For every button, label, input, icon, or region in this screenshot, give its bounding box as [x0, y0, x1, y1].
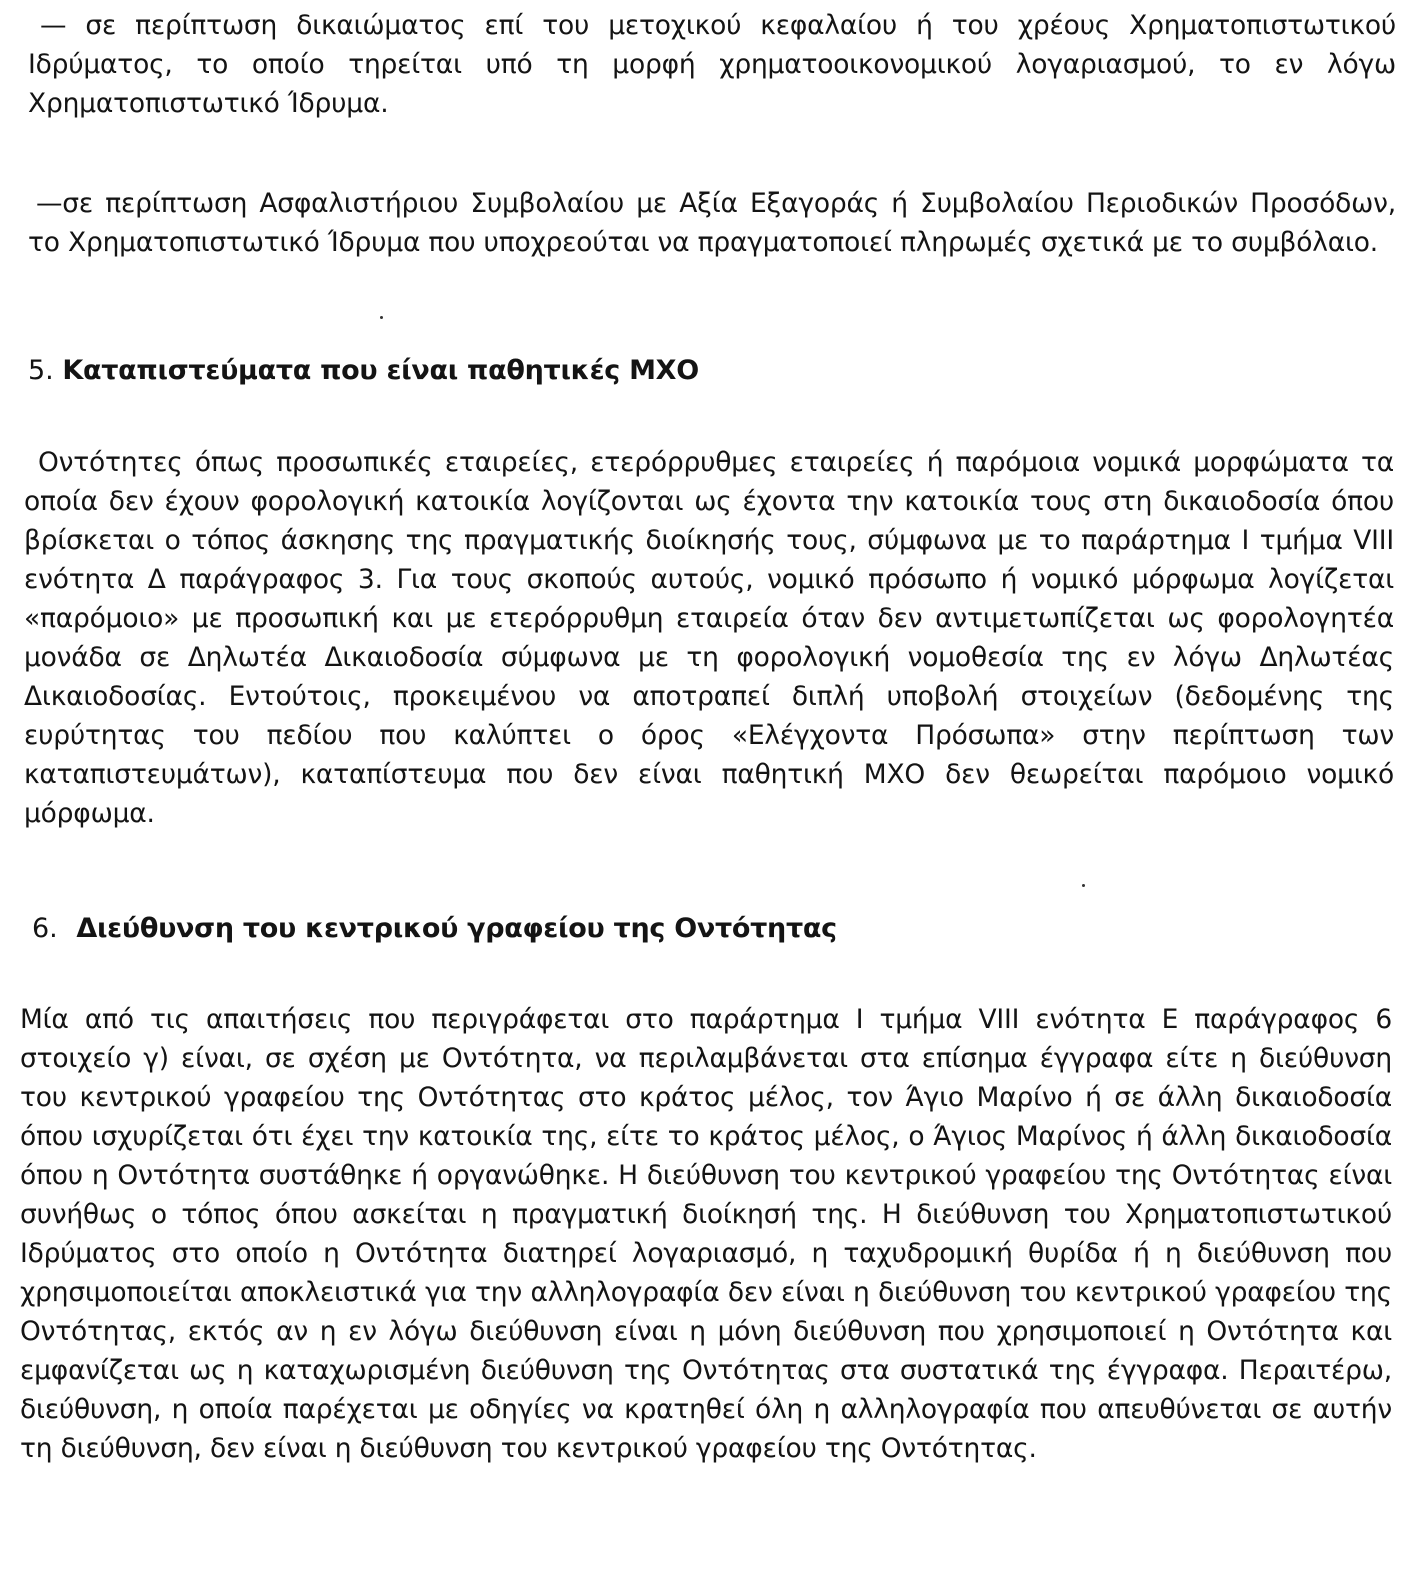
section-number: 5.	[28, 355, 54, 386]
section-heading-5	[28, 352, 699, 390]
paragraph-head-office-address: Μία από τις απαιτήσεις που περιγράφεται στο παράρτημα Ι τμήμα VIII ενότητα Ε παράγραφος 6 στοιχείο γ) είναι, σε σχέση με Οντότητα, να περιλαμβάνεται στα επίσημα έγγραφα είτε η διεύθυνση του κεντρικού γραφείου της Οντότητας στο κράτος μέλος, τον Άγιο Μαρίνο ή σε άλλη δικαιοδοσία όπου ισχυρίζεται ότι έχει την κατοικία της, είτε το κράτος μέλος, ο Άγιος Μαρίνος ή άλλη δικαιοδοσία όπου η Οντότητα συστάθηκε ή οργανώθηκε. Η διεύθυνση του κεντρικού γραφείου της Οντότητας είναι συνήθως ο τόπος όπου ασκείται η πραγματική διοίκησή της. Η διεύθυνση του Χρηματοπιστωτικού Ιδρύματος στο οποίο η Οντότητα διατηρεί λογαριασμό, η ταχυδρομική θυρίδα ή η διεύθυνση που χρησιμοποιείται αποκλειστικά για την αλληλογραφία δεν είναι η διεύθυνση του κεντρικού γραφείου της Οντότητας, εκτός αν η εν λόγω διεύθυνση είναι η μόνη διεύθυνση που χρησιμοποιεί η Οντότητα και εμφανίζεται ως η καταχωρισμένη διεύθυνση της Οντότητας στα συστατικά της έγγραφα. Περαιτέρω, διεύθυνση, η οποία παρέχεται με οδηγίες να κρατηθεί όλη η αλληλογραφία που απευθύνεται σε αυτήν τη διεύθυνση, δεν είναι η διεύθυνση του κεντρικού γραφείου της Οντότητας.	[20, 1004, 1392, 1464]
section-title: Διεύθυνση του κεντρικού γραφείου της Οντότητας	[76, 913, 837, 944]
paragraph-financial-institution-interest: — σε περίπτωση δικαιώματος επί του μετοχικού κεφαλαίου ή του χρέους Χρηματοπιστωτικού Ιδρύματος, το οποίο τηρείται υπό τη μορφή χρηματοοικονομικού λογαριασμού, το εν λόγω Χρηματοπιστωτικό Ίδρυμα.	[28, 10, 1396, 119]
paragraph-insurance-contract: —σε περίπτωση Ασφαλιστήριου Συμβολαίου με Αξία Εξαγοράς ή Συμβολαίου Περιοδικών Προσόδων, το Χρηματοπιστωτικό Ίδρυμα που υποχρεούται να πραγματοποιεί πληρωμές σχετικά με το συμβόλαιο.	[28, 188, 1396, 258]
scan-speck	[380, 316, 383, 319]
scan-speck	[1082, 884, 1085, 887]
paragraph-passive-nfe-trusts: Οντότητες όπως προσωπικές εταιρείες, ετερόρρυθμες εταιρείες ή παρόμοια νομικά μορφώματα τα οποία δεν έχουν φορολογική κατοικία λογίζονται ως έχοντα την κατοικία τους στη δικαιοδοσία όπου βρίσκεται ο τόπος άσκησης της πραγματικής διοίκησής τους, σύμφωνα με το παράρτημα Ι τμήμα VIII ενότητα Δ παράγραφος 3. Για τους σκοπούς αυτούς, νομικό πρόσωπο ή νομικό μόρφωμα λογίζεται «παρόμοιο» με προσωπική και με ετερόρρυθμη εταιρεία όταν δεν αντιμετωπίζεται ως φορολογητέα μονάδα σε Δηλωτέα Δικαιοδοσία σύμφωνα με τη φορολογική νομοθεσία της εν λόγω Δηλωτέας Δικαιοδοσίας. Εντούτοις, προκειμένου να αποτραπεί διπλή υποβολή στοιχείων (δεδομένης της ευρύτητας του πεδίου που καλύπτει ο όρος «Ελέγχοντα Πρόσωπα» στην περίπτωση των καταπιστευμάτων), καταπίστευμα που δεν είναι παθητική ΜΧΟ δεν θεωρείται παρόμοιο νομικό μόρφωμα.	[24, 447, 1394, 829]
section-title: Καταπιστεύματα που είναι παθητικές ΜΧΟ	[62, 355, 699, 386]
section-number: 6.	[32, 913, 58, 944]
section-heading-6	[32, 910, 837, 948]
